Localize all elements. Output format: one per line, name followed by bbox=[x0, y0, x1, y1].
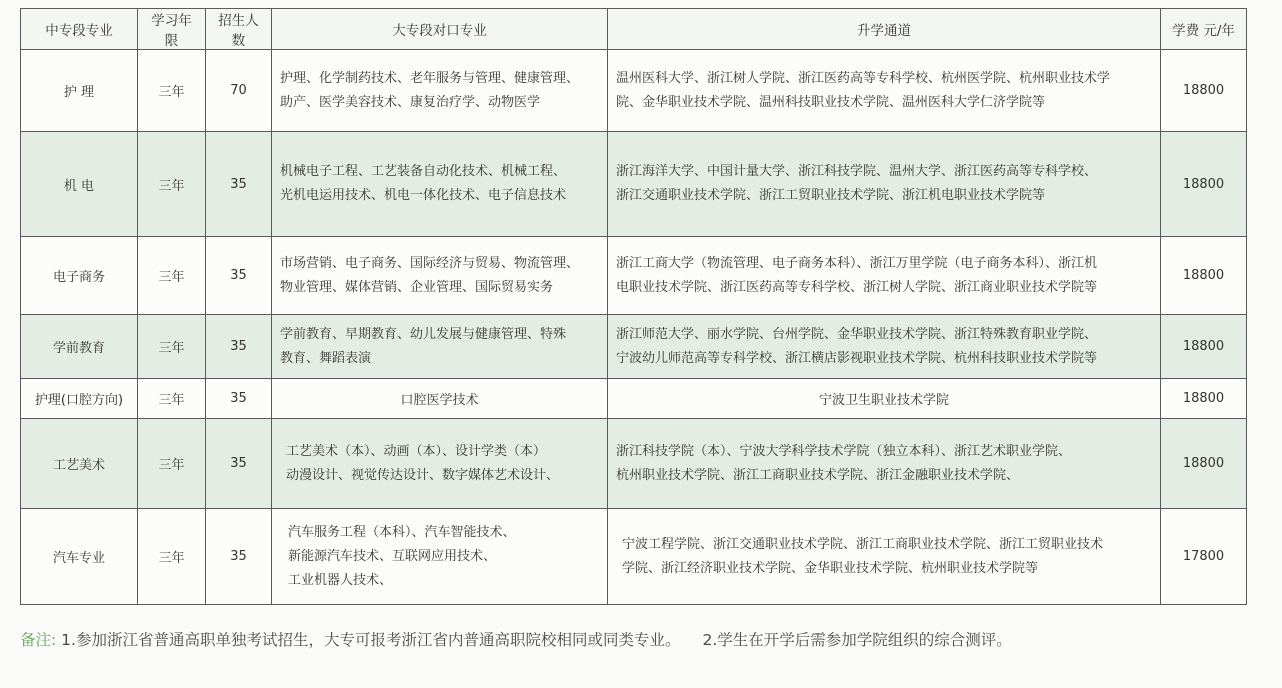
cell-tuition: 18800 bbox=[1161, 237, 1247, 315]
cell-college-majors bbox=[272, 315, 608, 379]
cell-tuition: 18800 bbox=[1161, 419, 1247, 509]
footnote bbox=[20, 628, 1012, 650]
cell-years: 三年 bbox=[138, 315, 206, 379]
text-line: 温州医科大学、浙江树人学院、浙江医药高等专科学校、杭州医学院、杭州职业技术学 bbox=[616, 70, 1111, 86]
cell-major: 电子商务 bbox=[21, 237, 138, 315]
cell-major: 汽车专业 bbox=[21, 509, 138, 605]
table-row bbox=[21, 509, 1247, 605]
cell-major: 护 理 bbox=[21, 50, 138, 132]
text-line: 浙江科技学院（本）、宁波大学科学技术学院（独立本科）、浙江艺术职业学院、 bbox=[616, 443, 1072, 459]
cell-enrollment: 35 bbox=[206, 237, 272, 315]
header-enrollment: 招生人数 bbox=[206, 9, 272, 50]
footnote-item-1: 1.参加浙江省普通高职单独考试招生，大专可报考浙江省内普通高职院校相同或同类专业。 bbox=[61, 631, 681, 649]
cell-pathways bbox=[608, 509, 1161, 605]
cell-tuition: 18800 bbox=[1161, 315, 1247, 379]
cell-years: 三年 bbox=[138, 50, 206, 132]
cell-enrollment: 35 bbox=[206, 419, 272, 509]
cell-years: 三年 bbox=[138, 379, 206, 419]
cell-pathways bbox=[608, 237, 1161, 315]
text-line: 动漫设计、视觉传达设计、数字媒体艺术设计、 bbox=[286, 467, 560, 483]
table-row bbox=[21, 237, 1247, 315]
header-major: 中专段专业 bbox=[21, 9, 138, 50]
text-line: 工业机器人技术、 bbox=[288, 572, 393, 588]
text-line: 浙江海洋大学、中国计量大学、浙江科技学院、温州大学、浙江医药高等专科学校、 bbox=[616, 164, 1098, 179]
cell-major: 学前教育 bbox=[21, 315, 138, 379]
table-row bbox=[21, 315, 1247, 379]
cell-major: 机 电 bbox=[21, 132, 138, 237]
text-line: 物业管理、媒体营销、企业管理、国际贸易实务 bbox=[280, 279, 554, 295]
cell-college-majors bbox=[272, 237, 608, 315]
cell-pathways bbox=[608, 132, 1161, 237]
cell-enrollment: 70 bbox=[206, 50, 272, 132]
cell-pathways bbox=[608, 50, 1161, 132]
text-line: 浙江工商大学（物流管理、电子商务本科）、浙江万里学院（电子商务本科）、浙江机 bbox=[616, 255, 1098, 271]
header-years: 学习年限 bbox=[138, 9, 206, 50]
text-line: 宁波幼儿师范高等专科学校、浙江横店影视职业技术学院、杭州科技职业技术学院等 bbox=[616, 350, 1098, 366]
cell-enrollment: 35 bbox=[206, 132, 272, 237]
table-row bbox=[21, 50, 1247, 132]
footnote-item-2: 2.学生在开学后需参加学院组织的综合测评。 bbox=[702, 631, 1012, 649]
cell-years: 三年 bbox=[138, 237, 206, 315]
text-line: 电职业技术学院、浙江医药高等专科学校、浙江树人学院、浙江商业职业技术学院等 bbox=[616, 279, 1098, 295]
cell-pathways: 宁波卫生职业技术学院 bbox=[608, 379, 1161, 419]
text-line: 教育、舞蹈表演 bbox=[280, 350, 372, 366]
cell-major: 工艺美术 bbox=[21, 419, 138, 509]
text-line: 助产、医学美容技术、康复治疗学、动物医学 bbox=[280, 94, 541, 110]
cell-college-majors bbox=[272, 50, 608, 132]
cell-enrollment: 35 bbox=[206, 379, 272, 419]
header-college-majors: 大专段对口专业 bbox=[272, 9, 608, 50]
cell-tuition: 18800 bbox=[1161, 50, 1247, 132]
text-line: 宁波工程学院、浙江交通职业技术学院、浙江工商职业技术学院、浙江工贸职业技术 bbox=[622, 536, 1104, 552]
admissions-table-container bbox=[20, 8, 1246, 605]
text-line: 学前教育、早期教育、幼儿发展与健康管理、特殊 bbox=[280, 326, 567, 342]
table-header-row bbox=[21, 9, 1247, 50]
cell-tuition: 17800 bbox=[1161, 509, 1247, 605]
cell-enrollment: 35 bbox=[206, 315, 272, 379]
cell-major: 护理(口腔方向) bbox=[21, 379, 138, 419]
footnote-label: 备注: bbox=[20, 631, 57, 649]
header-pathways: 升学通道 bbox=[608, 9, 1161, 50]
text-line: 机械电子工程、工艺装备自动化技术、机械工程、 bbox=[280, 164, 567, 179]
table-row bbox=[21, 419, 1247, 509]
text-line: 工艺美术（本）、动画（本）、设计学类（本） bbox=[286, 443, 547, 459]
text-line: 汽车服务工程（本科）、汽车智能技术、 bbox=[288, 524, 516, 540]
table-row bbox=[21, 132, 1247, 237]
text-line: 护理、化学制药技术、老年服务与管理、健康管理、 bbox=[280, 70, 580, 86]
cell-college-majors bbox=[272, 509, 608, 605]
cell-college-majors: 口腔医学技术 bbox=[272, 379, 608, 419]
admissions-table bbox=[20, 8, 1247, 605]
cell-college-majors bbox=[272, 132, 608, 237]
cell-years: 三年 bbox=[138, 419, 206, 509]
cell-pathways bbox=[608, 315, 1161, 379]
header-tuition: 学费 元/年 bbox=[1161, 9, 1247, 50]
text-line: 新能源汽车技术、互联网应用技术、 bbox=[288, 548, 497, 564]
cell-enrollment: 35 bbox=[206, 509, 272, 605]
table-row bbox=[21, 379, 1247, 419]
text-line: 光机电运用技术、机电一体化技术、电子信息技术 bbox=[280, 188, 567, 203]
cell-college-majors bbox=[272, 419, 608, 509]
cell-years: 三年 bbox=[138, 509, 206, 605]
cell-pathways bbox=[608, 419, 1161, 509]
cell-tuition: 18800 bbox=[1161, 132, 1247, 237]
text-line: 杭州职业技术学院、浙江工商职业技术学院、浙江金融职业技术学院、 bbox=[616, 467, 1020, 483]
text-line: 浙江师范大学、丽水学院、台州学院、金华职业技术学院、浙江特殊教育职业学院、 bbox=[616, 326, 1098, 342]
cell-tuition: 18800 bbox=[1161, 379, 1247, 419]
text-line: 院、金华职业技术学院、温州科技职业技术学院、温州医科大学仁济学院等 bbox=[616, 94, 1046, 110]
text-line: 学院、浙江经济职业技术学院、金华职业技术学院、杭州职业技术学院等 bbox=[622, 560, 1039, 576]
text-line: 浙江交通职业技术学院、浙江工贸职业技术学院、浙江机电职业技术学院等 bbox=[616, 188, 1046, 203]
cell-years: 三年 bbox=[138, 132, 206, 237]
text-line: 市场营销、电子商务、国际经济与贸易、物流管理、 bbox=[280, 255, 580, 271]
